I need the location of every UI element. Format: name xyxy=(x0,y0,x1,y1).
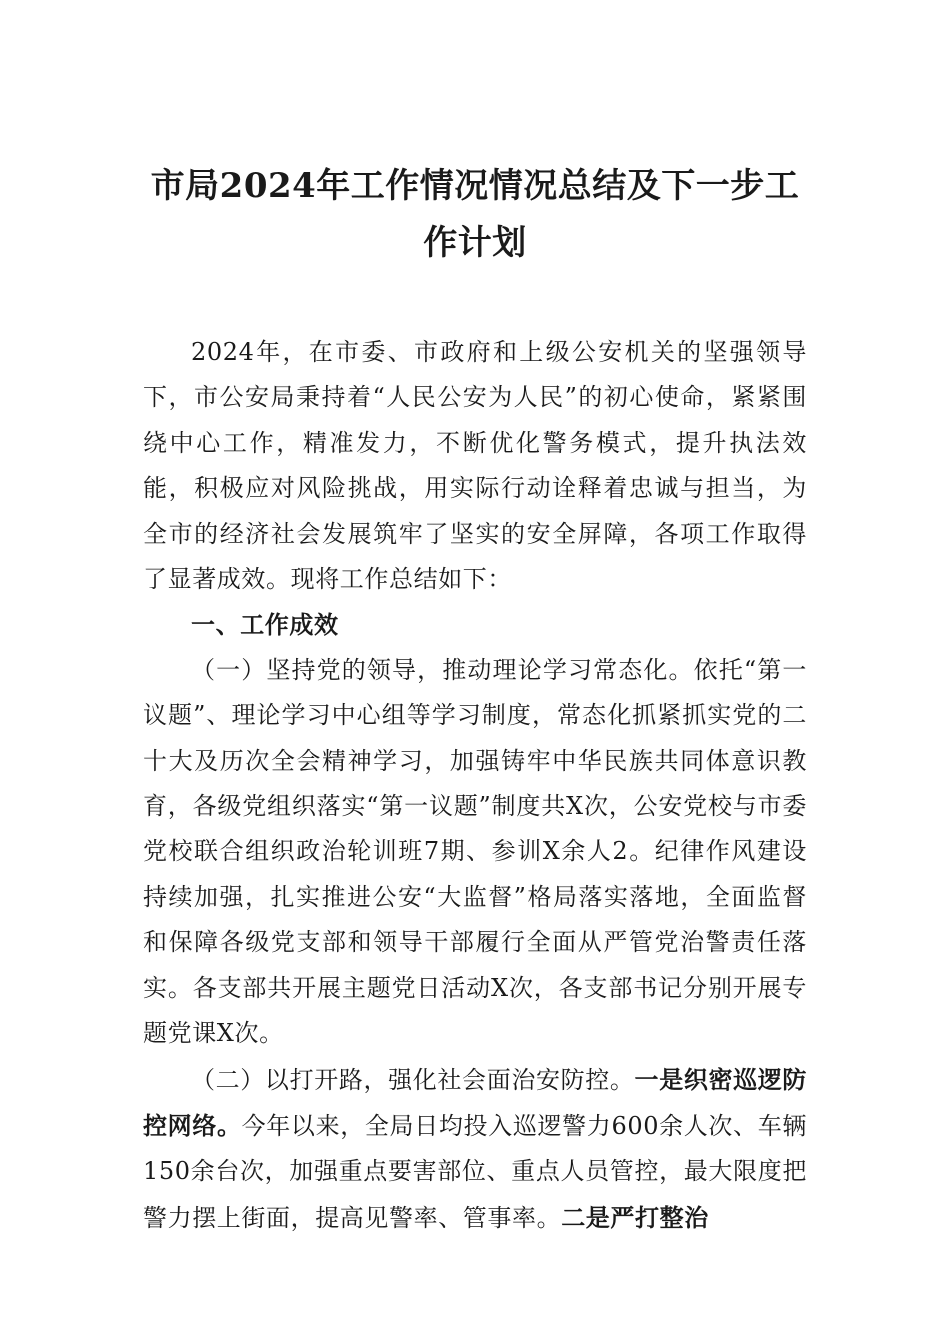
item-two-lead: （二）以打开路，强化社会面治安防控。 xyxy=(191,1065,635,1094)
document-title: 市局2024年工作情况情况总结及下一步工作计划 xyxy=(150,166,800,263)
item-one-paragraph: （一）坚持党的领导，推动理论学习常态化。依托“第一议题”、理论学习中心组等学习制度，常态化抓紧抓实党的二十大及历次全会精神学习，加强铸牢中华民族共同体意识教育，各级党组织落实“第一议题”制度共X次，公安党校与市委党校联合组织政治轮训班7期、参训X余人2。纪律作风建设持续加强，扎实推进公安“大监督”格局落实落地，全面监督和保障各级党支部和领导干部履行全面从严管党治警责任落实。各支部共开展主题党日活动X次，各支部书记分别开展专题党课X次。 xyxy=(143,655,807,1048)
intro-paragraph: 2024年，在市委、市政府和上级公安机关的坚强领导下，市公安局秉持着“人民公安为人民”的初心使命，紧紧围绕中心工作，精准发力，不断优化警务模式，提升执法效能，积极应对风险挑战，用实际行动诠释着忠诚与担当，为全市的经济社会发展筑牢了坚实的安全屏障，各项工作取得了显著成效。现将工作总结如下： xyxy=(143,338,807,594)
item-two-text-one: 今年以来，全局日均投入巡逻警力600余人次、车辆150余台次，加强重点要害部位、重点人员管控，最大限度把警力摆上街面，提高见警率、管事率。 xyxy=(143,1111,807,1232)
item-two-point-two: 二是严打整治 xyxy=(561,1202,709,1232)
section-heading: 一、工作成效 xyxy=(191,610,339,640)
document-body xyxy=(143,330,807,1241)
item-two-paragraph xyxy=(143,1057,807,1242)
item-two-point-one: 一是织密巡逻防控网络。 xyxy=(143,1064,807,1140)
